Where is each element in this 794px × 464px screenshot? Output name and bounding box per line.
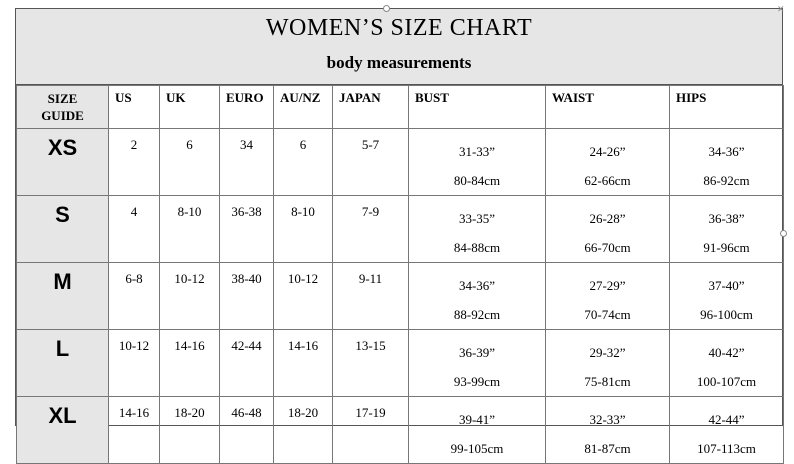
cell-hips: [670, 330, 784, 397]
size-label: M: [17, 263, 109, 330]
cell-japan: 13-15: [333, 330, 409, 397]
header-row: [17, 86, 784, 129]
cell-hips: [670, 263, 784, 330]
bust-inches: 33-35”: [458, 211, 496, 226]
bust-inches: 31-33”: [458, 144, 496, 159]
table-row: [17, 263, 784, 330]
waist-centimeters: 62-66cm: [584, 173, 631, 188]
header-size-guide-line1: SIZE: [47, 91, 78, 106]
size-table: [16, 85, 784, 464]
cell-euro: 42-44: [220, 330, 274, 397]
cell-japan: 5-7: [333, 129, 409, 196]
header-japan: JAPAN: [333, 86, 409, 129]
cell-bust: [409, 196, 546, 263]
cell-us: 14-16: [109, 397, 160, 464]
bust-inches: 36-39”: [458, 345, 496, 360]
header-waist: WAIST: [546, 86, 670, 129]
cell-au-nz: 18-20: [274, 397, 333, 464]
hips-inches: 40-42”: [708, 345, 745, 360]
cell-euro: 38-40: [220, 263, 274, 330]
waist-inches: 32-33”: [589, 412, 626, 427]
resize-handle-top[interactable]: [383, 5, 390, 12]
cell-euro: 46-48: [220, 397, 274, 464]
header-au-nz: AU/NZ: [274, 86, 333, 129]
bust-centimeters: 80-84cm: [453, 173, 501, 188]
waist-centimeters: 75-81cm: [584, 374, 631, 389]
chart-title: WOMEN’S SIZE CHART: [265, 15, 533, 41]
hips-centimeters: 100-107cm: [696, 374, 757, 389]
waist-inches: 27-29”: [589, 278, 626, 293]
cell-waist: [546, 397, 670, 464]
header-uk: UK: [160, 86, 220, 129]
header-us: US: [109, 86, 160, 129]
chart-subtitle: body measurements: [326, 53, 472, 72]
hips-centimeters: 107-113cm: [697, 441, 756, 456]
cell-japan: 7-9: [333, 196, 409, 263]
size-chart: [15, 8, 783, 456]
size-label: S: [17, 196, 109, 263]
hips-inches: 36-38”: [708, 211, 745, 226]
cell-bust: [409, 263, 546, 330]
bust-centimeters: 88-92cm: [453, 307, 501, 322]
hips-centimeters: 86-92cm: [703, 173, 750, 188]
corner-handle-icon[interactable]: ✕: [777, 4, 785, 14]
cell-au-nz: 6: [274, 129, 333, 196]
waist-centimeters: 70-74cm: [584, 307, 631, 322]
header-euro: EURO: [220, 86, 274, 129]
cell-euro: 34: [220, 129, 274, 196]
bust-inches: 39-41”: [458, 412, 496, 427]
waist-centimeters: 66-70cm: [584, 240, 631, 255]
cell-us: 2: [109, 129, 160, 196]
hips-inches: 37-40”: [708, 278, 745, 293]
cell-uk: 10-12: [160, 263, 220, 330]
cell-waist: [546, 129, 670, 196]
cell-hips: [670, 196, 784, 263]
cell-waist: [546, 263, 670, 330]
waist-inches: 26-28”: [589, 211, 626, 226]
cell-hips: [670, 129, 784, 196]
cell-au-nz: 8-10: [274, 196, 333, 263]
header-bust: BUST: [409, 86, 546, 129]
cell-waist: [546, 196, 670, 263]
cell-uk: 14-16: [160, 330, 220, 397]
cell-japan: 17-19: [333, 397, 409, 464]
size-label: XS: [17, 129, 109, 196]
bust-inches: 34-36”: [458, 278, 496, 293]
bust-centimeters: 99-105cm: [450, 441, 504, 456]
hips-inches: 42-44”: [708, 412, 745, 427]
bust-centimeters: 93-99cm: [453, 374, 501, 389]
cell-us: 6-8: [109, 263, 160, 330]
cell-uk: 8-10: [160, 196, 220, 263]
hips-inches: 34-36”: [708, 144, 745, 159]
waist-inches: 24-26”: [589, 144, 626, 159]
cell-bust: [409, 129, 546, 196]
hips-centimeters: 96-100cm: [700, 307, 753, 322]
header-size-guide: [17, 86, 109, 129]
cell-au-nz: 14-16: [274, 330, 333, 397]
title-band: [16, 9, 782, 85]
size-label: L: [17, 330, 109, 397]
header-size-guide-line2: GUIDE: [41, 108, 84, 123]
size-label: XL: [17, 397, 109, 464]
resize-handle-right[interactable]: [780, 230, 787, 237]
waist-centimeters: 81-87cm: [584, 441, 631, 456]
cell-bust: [409, 397, 546, 464]
cell-euro: 36-38: [220, 196, 274, 263]
hips-centimeters: 91-96cm: [703, 240, 750, 255]
cell-us: 10-12: [109, 330, 160, 397]
table-row: [17, 196, 784, 263]
size-rows: [17, 129, 784, 464]
cell-japan: 9-11: [333, 263, 409, 330]
table-row: [17, 129, 784, 196]
cell-waist: [546, 330, 670, 397]
cell-uk: 6: [160, 129, 220, 196]
cell-uk: 18-20: [160, 397, 220, 464]
table-row: [17, 397, 784, 464]
table-row: [17, 330, 784, 397]
bust-centimeters: 84-88cm: [453, 240, 501, 255]
cell-us: 4: [109, 196, 160, 263]
cell-bust: [409, 330, 546, 397]
cell-hips: [670, 397, 784, 464]
header-hips: HIPS: [670, 86, 784, 129]
waist-inches: 29-32”: [589, 345, 626, 360]
cell-au-nz: 10-12: [274, 263, 333, 330]
